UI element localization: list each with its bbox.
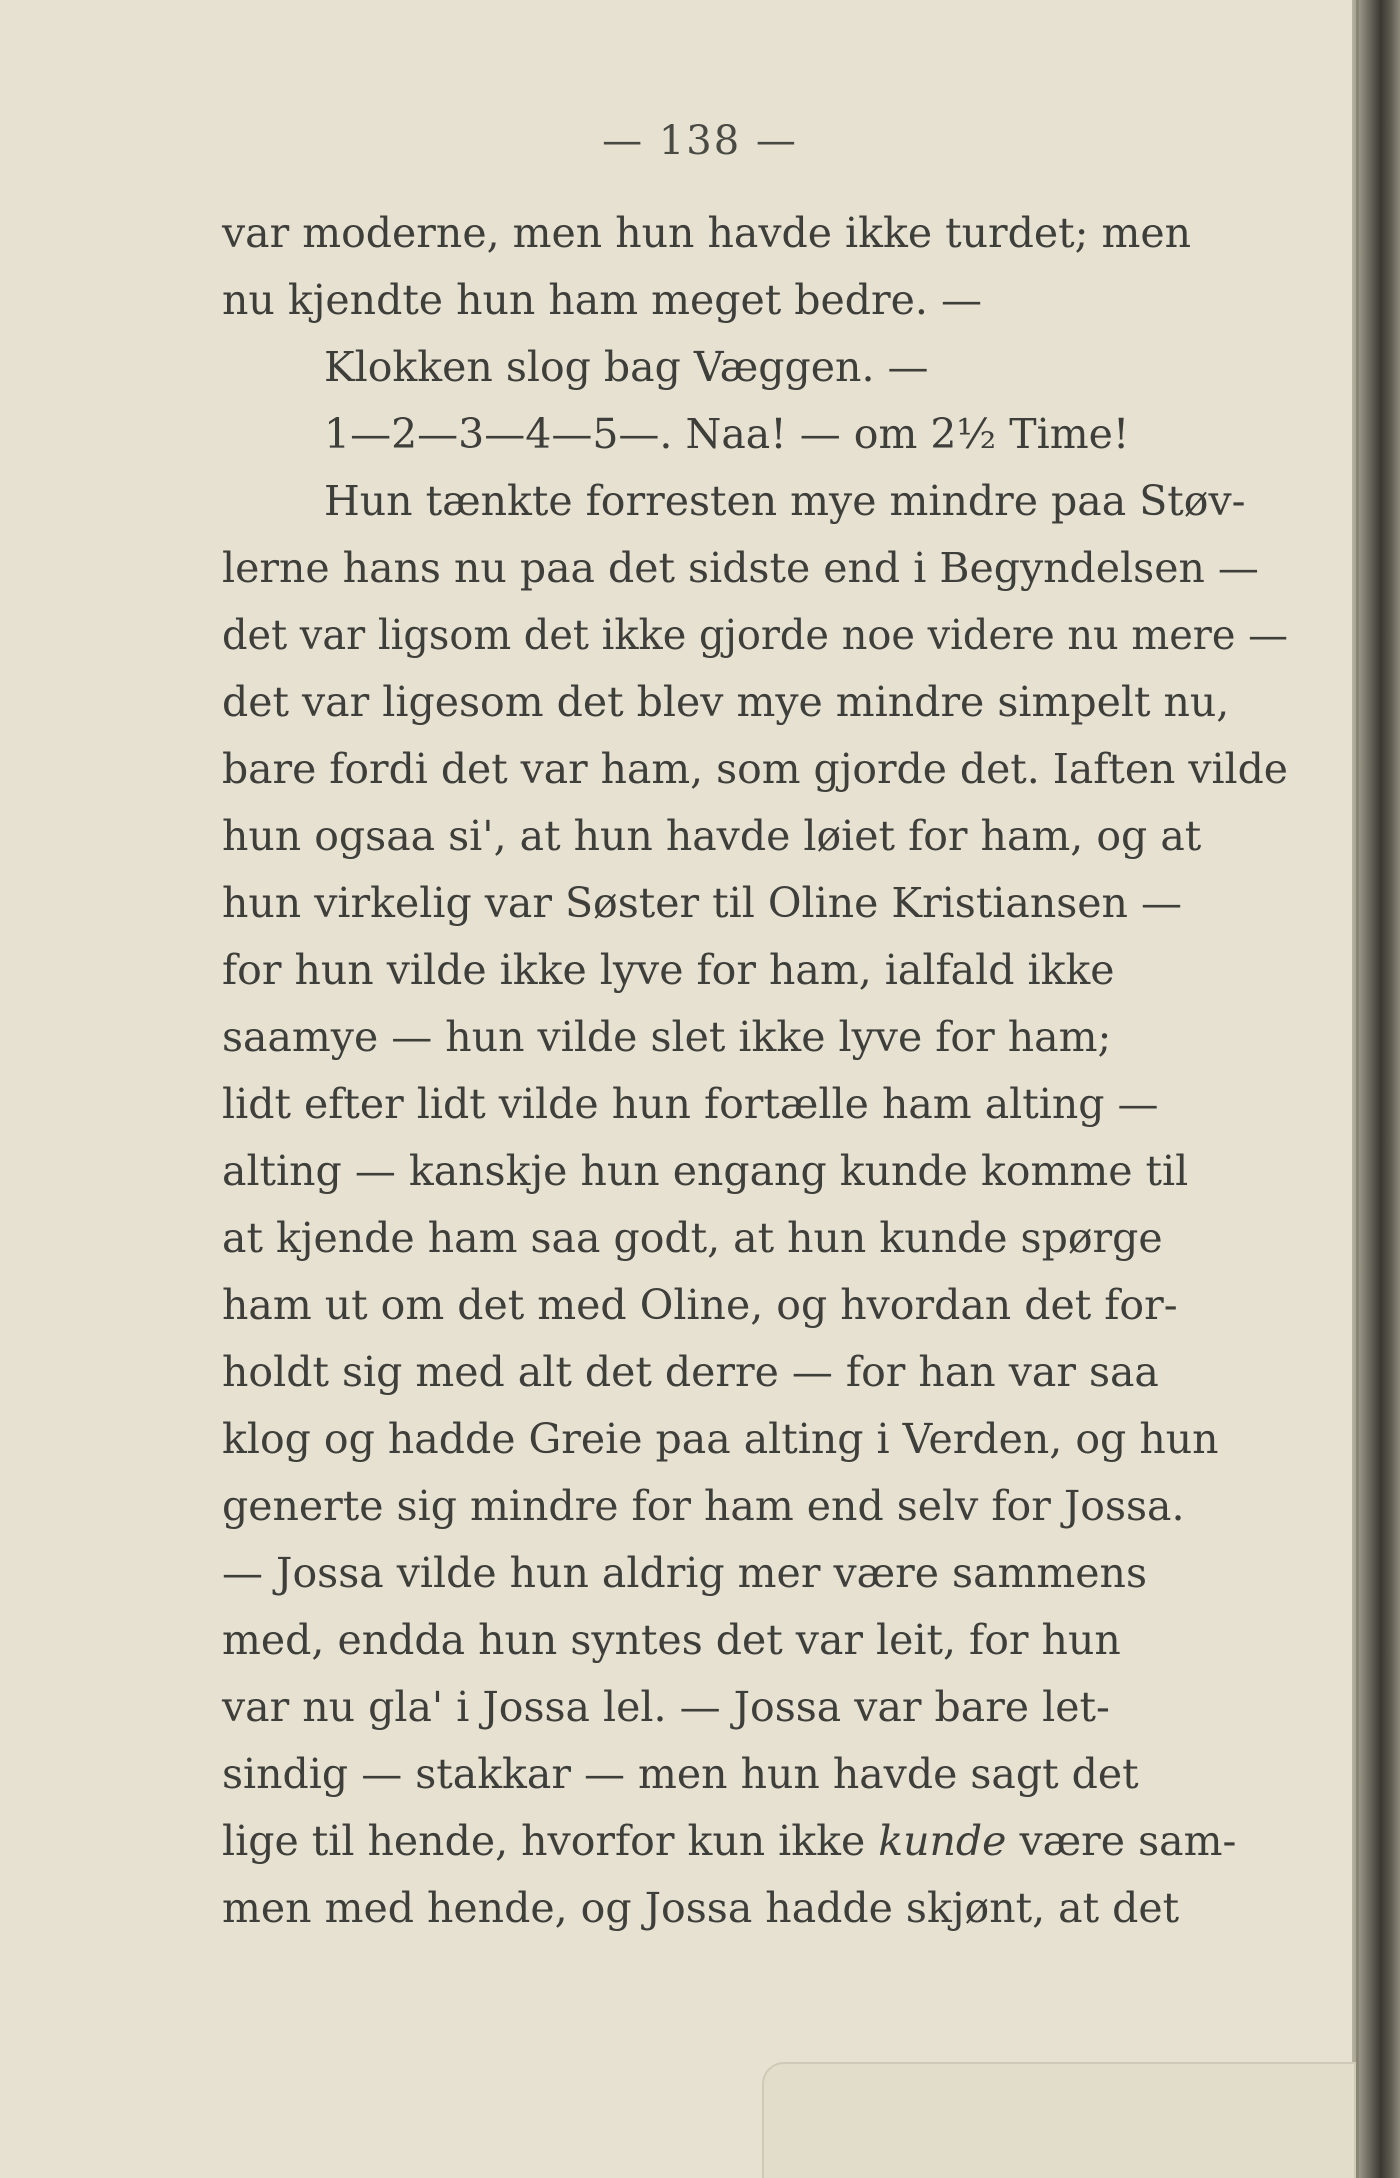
line-text: klog og hadde Greie paa alting i Verden, og hun (222, 1415, 1219, 1463)
body-text (222, 200, 1288, 1942)
line-text: alting — kanskje hun engang kunde komme til (222, 1147, 1189, 1195)
text-line (222, 1004, 1288, 1071)
line-text: hun virkelig var Søster til Oline Kristiansen — (222, 879, 1182, 927)
line-text: Klokken slog bag Væggen. — (324, 343, 929, 391)
line-text: hun ogsaa si', at hun havde løiet for ham, og at (222, 812, 1202, 860)
library-label-outline (762, 2062, 1356, 2178)
text-line (222, 602, 1288, 669)
line-text: for hun vilde ikke lyve for ham, ialfald ikke (222, 946, 1115, 994)
text-line (222, 401, 1288, 468)
line-text: men med hende, og Jossa hadde skjønt, at det (222, 1884, 1180, 1932)
line-text-pre: lige til hende, hvorfor kun ikke (222, 1817, 879, 1865)
line-text: nu kjendte hun ham meget bedre. — (222, 276, 982, 324)
text-line (222, 1875, 1288, 1942)
line-text: det var ligesom det blev mye mindre simpelt nu, (222, 678, 1230, 726)
text-line (222, 200, 1288, 267)
text-line (222, 1607, 1288, 1674)
text-line (222, 1138, 1288, 1205)
text-line (222, 870, 1288, 937)
line-text: holdt sig med alt det derre — for han var saa (222, 1348, 1159, 1396)
text-line (222, 1406, 1288, 1473)
line-text: lidt efter lidt vilde hun fortælle ham alting — (222, 1080, 1159, 1128)
line-text: var nu gla' i Jossa lel. — Jossa var bare let- (222, 1683, 1110, 1731)
text-line (222, 1071, 1288, 1138)
text-line (222, 1205, 1288, 1272)
text-line (222, 1272, 1288, 1339)
line-text (222, 1808, 1236, 1875)
text-line (222, 334, 1288, 401)
text-line (222, 803, 1288, 870)
text-line (222, 1808, 1288, 1875)
page-edge-line (1356, 0, 1359, 2178)
emphasized-word: kunde (878, 1817, 1007, 1865)
text-line (222, 736, 1288, 803)
line-text: — Jossa vilde hun aldrig mer være sammens (222, 1549, 1148, 1597)
text-line (222, 1741, 1288, 1808)
book-spine-edge (1352, 0, 1400, 2178)
line-text-post: være sam- (1006, 1817, 1237, 1865)
line-text: ham ut om det med Oline, og hvordan det for- (222, 1281, 1178, 1329)
line-text: saamye — hun vilde slet ikke lyve for ham; (222, 1013, 1112, 1061)
text-line (222, 267, 1288, 334)
text-line (222, 1540, 1288, 1607)
line-text: lerne hans nu paa det sidste end i Begyndelsen — (222, 544, 1259, 592)
text-line (222, 937, 1288, 1004)
text-line (222, 535, 1288, 602)
line-text: det var ligsom det ikke gjorde noe videre nu mere — (222, 611, 1288, 659)
line-text: med, endda hun syntes det var leit, for hun (222, 1616, 1121, 1664)
text-line (222, 1339, 1288, 1406)
text-line (222, 1674, 1288, 1741)
line-text: bare fordi det var ham, som gjorde det. Iaften vilde (222, 745, 1288, 793)
line-text: 1—2—3—4—5—. Naa! — om 2½ Time! (324, 410, 1130, 458)
text-line (222, 468, 1288, 535)
line-text: generte sig mindre for ham end selv for Jossa. (222, 1482, 1185, 1530)
page-number: — 138 — (602, 118, 798, 164)
line-text: Hun tænkte forresten mye mindre paa Støv- (324, 477, 1246, 525)
line-text: sindig — stakkar — men hun havde sagt det (222, 1750, 1139, 1798)
line-text: at kjende ham saa godt, at hun kunde spørge (222, 1214, 1163, 1262)
line-text: var moderne, men hun havde ikke turdet; men (222, 209, 1191, 257)
text-line (222, 669, 1288, 736)
text-line (222, 1473, 1288, 1540)
